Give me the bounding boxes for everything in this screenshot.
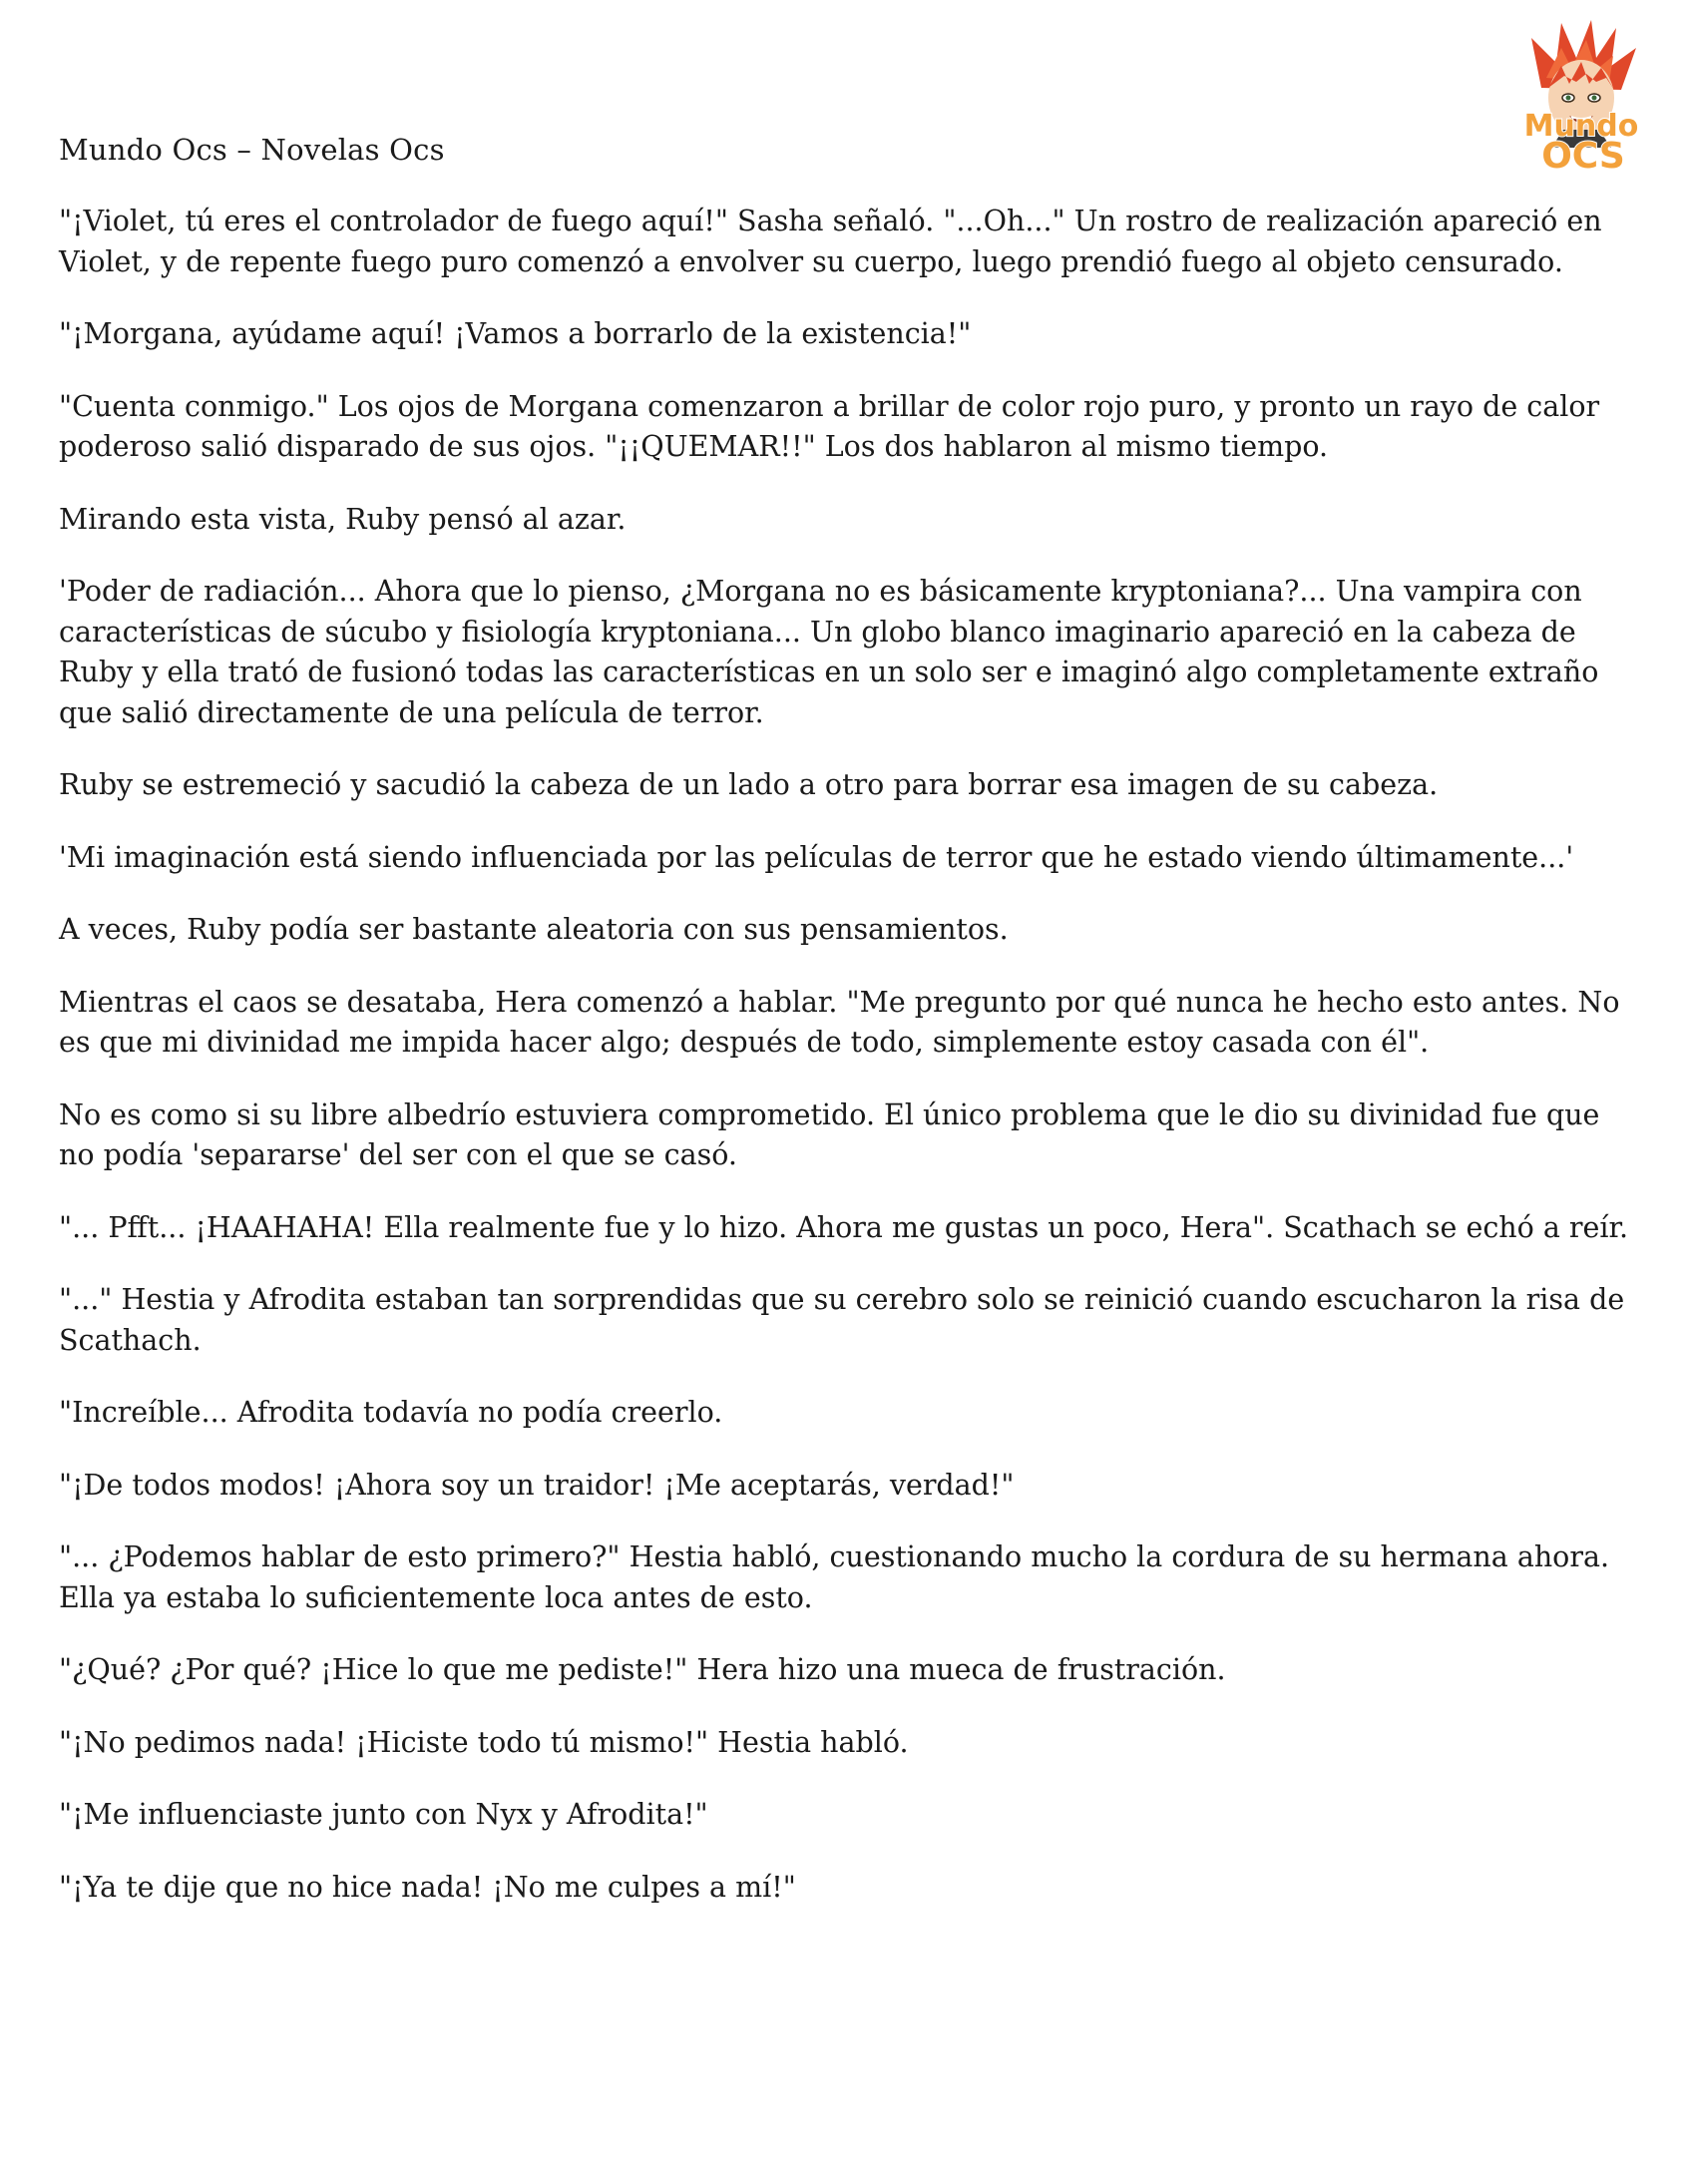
paragraph: "¡De todos modos! ¡Ahora soy un traidor! ¡Me aceptarás, verdad!" [59, 1468, 1015, 1502]
paragraph: No es como si su libre albedrío estuviera comprometido. El único problema que le dio su divinidad fue que no podía 'separarse' del ser con el que se casó. [59, 1097, 1600, 1171]
paragraph: "¡Morgana, ayúdame aquí! ¡Vamos a borrarlo de la existencia!" [59, 317, 972, 350]
paragraph: Mirando esta vista, Ruby pensó al azar. [59, 502, 627, 536]
svg-text:Mundo: Mundo [1523, 109, 1639, 144]
paragraph: "... Pfft... ¡HAAHAHA! Ella realmente fue y lo hizo. Ahora me gustas un poco, Hera". Scathach se echó a reír. [59, 1210, 1629, 1244]
paragraph: "¡Violet, tú eres el controlador de fuego aquí!" Sasha señaló. "...Oh..." Un rostro de realización apareció en Violet, y de repente fuego puro comenzó a envolver su cuerpo, luego prendió fuego al objeto censurado. [59, 205, 1602, 278]
paragraph: "... ¿Podemos hablar de esto primero?" Hestia habló, cuestionando mucho la cordura de su hermana ahora. Ella ya estaba lo suficientemente loca antes de esto. [59, 1540, 1610, 1614]
paragraph: "¿Qué? ¿Por qué? ¡Hice lo que me pediste!" Hera hizo una mueca de frustración. [59, 1653, 1226, 1686]
paragraph: "..." Hestia y Afrodita estaban tan sorprendidas que su cerebro solo se reinició cuando escucharon la risa de Scathach. [59, 1283, 1625, 1357]
paragraph: Mientras el caos se desataba, Hera comenzó a hablar. "Me pregunto por qué nunca he hecho esto antes. No es que mi divinidad me impida hacer algo; después de todo, simplemente estoy casada con él". [59, 985, 1620, 1059]
novel-text [59, 202, 1635, 1940]
anime-character-logo-icon [1501, 18, 1661, 178]
paragraph: A veces, Ruby podía ser bastante aleatoria con sus pensamientos. [59, 913, 1009, 946]
paragraph: "¡No pedimos nada! ¡Hiciste todo tú mismo!" Hestia habló. [59, 1725, 909, 1759]
paragraph: "¡Me influenciaste junto con Nyx y Afrodita!" [59, 1798, 708, 1831]
paragraph: Ruby se estremeció y sacudió la cabeza de un lado a otro para borrar esa imagen de su cabeza. [59, 768, 1439, 801]
paragraph: 'Poder de radiación... Ahora que lo pienso, ¿Morgana no es básicamente kryptoniana?... Una vampira con características de súcubo y fisiología kryptoniana... Un globo blanco imaginario apareció en la cabeza de Ruby y ella trató de fusionó todas las características en un solo ser e imaginó algo completamente extraño que salió directamente de una película de terror. [59, 575, 1599, 729]
paragraph: "¡Ya te dije que no hice nada! ¡No me culpes a mí!" [59, 1870, 796, 1904]
svg-text:OCS: OCS [1541, 136, 1625, 177]
paragraph: "Cuenta conmigo." Los ojos de Morgana comenzaron a brillar de color rojo puro, y pronto un rayo de calor poderoso salió disparado de sus ojos. "¡¡QUEMAR!!" Los dos hablaron al mismo tiempo. [59, 389, 1600, 463]
paragraph: "Increíble... Afrodita todavía no podía creerlo. [59, 1396, 723, 1429]
page-header: Mundo Ocs – Novelas Ocs [59, 133, 445, 167]
paragraph: 'Mi imaginación está siendo influenciada por las películas de terror que he estado viendo últimamente...' [59, 840, 1574, 874]
